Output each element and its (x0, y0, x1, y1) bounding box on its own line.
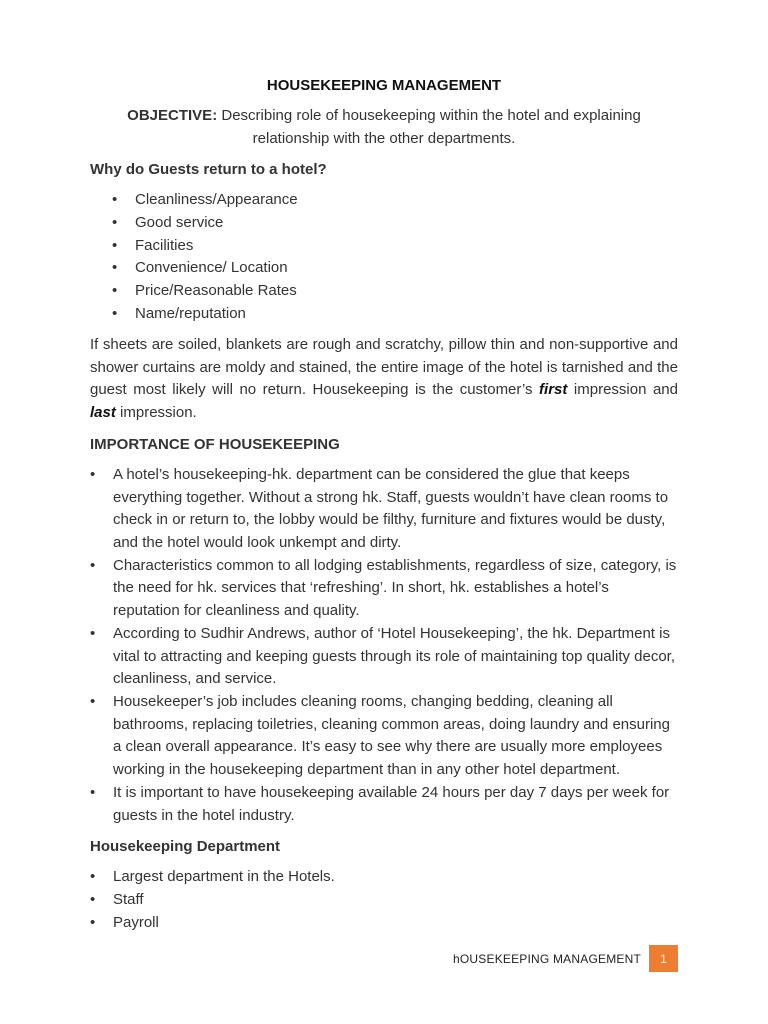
bullet-icon: • (112, 282, 118, 300)
bullet-icon: • (90, 913, 96, 931)
emphasis-last: last (90, 404, 116, 422)
list-item: • Convenience/ Location (90, 257, 678, 280)
bullet-icon: • (90, 783, 96, 801)
reasons-list (90, 189, 678, 326)
bullet-icon: • (90, 890, 96, 908)
list-item: • A hotel’s housekeeping-hk. department can be considered the glue that keeps everything together. Without a strong hk. Staff, guests wouldn’t have clean rooms to check in or return to, the lobby would be filthy, furniture and fixtures would be dusty, and the hotel would look unkempt and dirty. (90, 465, 669, 552)
list-item: • Cleanliness/Appearance (90, 189, 678, 212)
department-list (90, 866, 678, 934)
objective-paragraph (124, 104, 644, 150)
bullet-icon: • (112, 304, 118, 322)
list-item: • Largest department in the Hotels. (90, 866, 678, 889)
bullet-icon: • (112, 236, 118, 254)
footer-title: hOUSEKEEPING MANAGEMENT (453, 951, 641, 966)
list-item: • It is important to have housekeeping available 24 hours per day 7 days per week for guests in the hotel industry. (90, 783, 670, 824)
bullet-icon: • (90, 624, 96, 642)
list-item: • Payroll (90, 912, 678, 935)
list-item: • Name/reputation (90, 303, 678, 326)
objective-text: Describing role of housekeeping within the hotel and explaining relationship with the other departments. (217, 107, 641, 147)
page-footer (430, 945, 678, 972)
objective-label: OBJECTIVE: (127, 107, 218, 124)
bullet-icon: • (112, 259, 118, 277)
bullet-icon: • (112, 213, 118, 231)
importance-list (90, 464, 678, 827)
list-item: • According to Sudhir Andrews, author of ‘Hotel Housekeeping’, the hk. Department is vital to attracting and keeping guests through its role of maintaining top quality decor, cleanliness, and service. (90, 624, 676, 688)
why-heading: Why do Guests return to a hotel? (90, 161, 327, 178)
bullet-icon: • (90, 465, 96, 483)
bullet-icon: • (90, 556, 96, 574)
document-title: HOUSEKEEPING MANAGEMENT (266, 77, 502, 94)
department-heading: Housekeeping Department (90, 838, 281, 856)
impression-paragraph: If sheets are soiled, blankets are rough and scratchy, pillow thin and non-supportive and shower curtains are moldy and stained, the entire image of the hotel is tarnished and the guest most likely will no return. Housekeeping is the customer’s first impression and last impression. (90, 335, 678, 422)
bullet-icon: • (90, 693, 96, 710)
list-item: • Staff (90, 889, 678, 912)
importance-heading: IMPORTANCE OF HOUSEKEEPING (90, 435, 340, 453)
list-item: • Characteristics common to all lodging establishments, regardless of size, category, is the need for hk. services that ‘refreshing’. In short, hk. establishes a hotel’s reputation for cleanliness and quality. (90, 556, 677, 620)
page-number-badge: 1 (649, 945, 678, 972)
document-page (90, 76, 678, 942)
list-item: • Good service (90, 212, 678, 235)
bullet-icon: • (90, 868, 96, 886)
bullet-icon: • (112, 191, 118, 208)
emphasis-first: first (539, 381, 568, 399)
list-item: • Facilities (90, 235, 678, 258)
list-item: • Housekeeper’s job includes cleaning rooms, changing bedding, cleaning all bathrooms, replacing toiletries, cleaning common areas, doing laundry and ensuring a clean overall appearance. It’s easy to see why there are usually more employees working in the housekeeping department than in any other hotel department. (90, 693, 670, 779)
list-item: • Price/Reasonable Rates (90, 280, 678, 303)
